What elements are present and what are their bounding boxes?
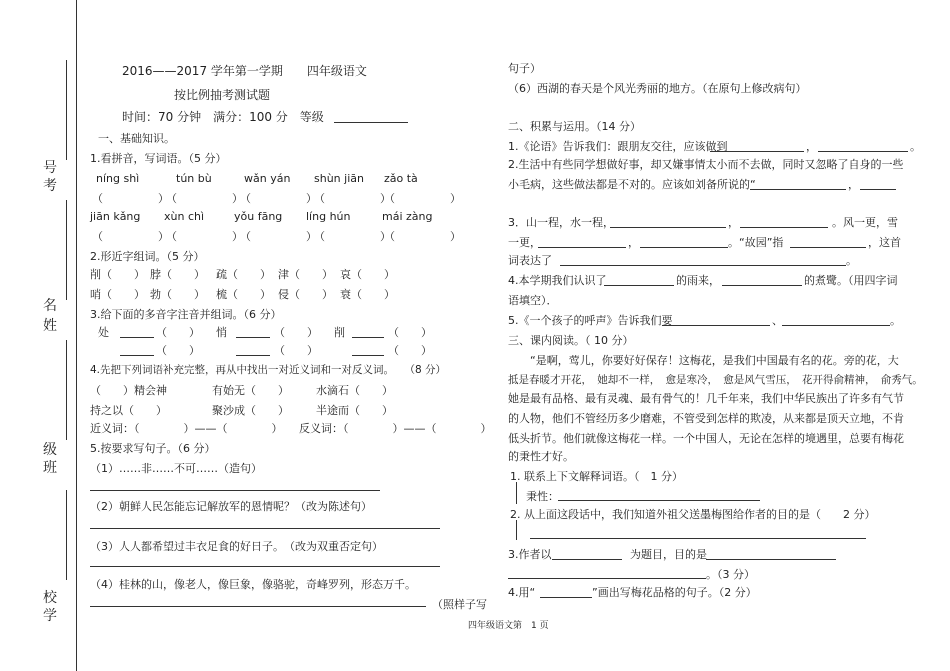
grade-blank[interactable] (334, 122, 408, 123)
comma: ， (728, 216, 739, 229)
exam-title: 2016——2017 学年第一学期 四年级语文 (122, 64, 367, 78)
binding-line (66, 200, 67, 300)
q5-1: （1）……非……不可……（造句） (90, 462, 262, 475)
q5-title: 5.按要求写句子。（6 分） (90, 442, 216, 455)
a4-b: 的雨来， (676, 274, 720, 287)
answer-blank[interactable] (604, 285, 674, 286)
comma: ， (806, 140, 817, 153)
answer-line[interactable] (90, 606, 426, 607)
answer-blank[interactable] (662, 325, 770, 326)
q4-item[interactable]: 有始无（ ） (212, 384, 289, 397)
answer-blank[interactable] (706, 559, 836, 560)
answer-line[interactable] (90, 490, 380, 491)
exam-info: 时间：70 分钟 满分：100 分 等级 (122, 110, 324, 124)
q4-item[interactable]: 半途而（ ） (316, 404, 393, 417)
q2-item[interactable]: 疏（ ） (216, 268, 271, 281)
pinyin: mái zàng (382, 210, 433, 223)
answer-blank[interactable] (120, 355, 154, 356)
answer-paren[interactable]: （ ） (156, 326, 200, 339)
answer-paren[interactable]: （ ） (156, 344, 200, 357)
passage-line: “是啊，莺儿，你要好好保存！这梅花，是我们中国最有名的花。旁的花，大 (530, 354, 899, 367)
margin-mark (516, 520, 517, 540)
a4: 4.本学期我们认识了 (508, 274, 607, 287)
a3-cont: 。风一更，雪 (832, 216, 898, 229)
q5-3: （3）人人都希望过丰衣足食的好日子。 （改为双重否定句） (90, 540, 383, 553)
b1: 1. 联系上下文解释词语。（ 1 分） (510, 470, 683, 483)
answer-line[interactable] (530, 538, 866, 539)
label-ming: 名 (43, 298, 57, 314)
exam-subtitle: 按比例抽考测试题 (174, 88, 271, 102)
q4-title: 4.先把下列词语补充完整，再从中找出一对近义词和一对反义词。 （8 分） (90, 364, 447, 376)
answer-blank[interactable] (120, 337, 154, 338)
answer-blank[interactable] (640, 247, 728, 248)
a2: 2.生活中有些同学想做好事，却又嫌事情太小而不去做，同时又忽略了自身的一些 (508, 158, 904, 171)
b1-label: 秉性： (526, 490, 559, 503)
a4-c: 的煮鹭。（用四字词 (804, 274, 898, 287)
polyphone-char: 悄 (216, 326, 227, 339)
q4-item[interactable]: 持之以（ ） (90, 404, 167, 417)
q3-title: 3.给下面的多音字注音并组词。（6 分） (90, 308, 282, 321)
answer-blank[interactable] (740, 227, 828, 228)
q2-item[interactable]: 脖（ ） (150, 268, 205, 281)
answer-blank[interactable] (610, 227, 726, 228)
polyphone-char: 处 (98, 326, 109, 339)
pinyin: shùn jiān (314, 172, 364, 185)
section-1-title: 一、基础知识。 (98, 132, 175, 145)
q5-4: （4）桂林的山，像老人，像巨象，像骆驼，奇峰罗列，形态万千。 (90, 578, 416, 591)
pinyin: yǒu fāng (234, 210, 283, 223)
q2-item[interactable]: 勃（ ） (150, 288, 205, 301)
q2-item[interactable]: 哀（ ） (340, 268, 395, 281)
answer-line[interactable] (90, 566, 440, 567)
answer-line[interactable] (90, 528, 440, 529)
page-border (76, 0, 77, 671)
pinyin: jiān kǎng (90, 210, 141, 223)
margin-mark (516, 482, 517, 504)
pinyin: xùn chì (164, 210, 205, 223)
answer-blank[interactable] (790, 247, 866, 248)
answer-bracket[interactable]: （ ） (240, 230, 317, 243)
comma: ， (628, 236, 639, 249)
label-ban: 班 (43, 460, 57, 476)
answer-blank[interactable] (750, 189, 846, 190)
passage-line: 低头折节。他们就像这梅花一样。一个中国人，无论在怎样的境遇里，总要有梅花 (508, 432, 904, 445)
q2-title: 2.形近字组词。（5 分） (90, 250, 205, 263)
q2-item[interactable]: 津（ ） (278, 268, 333, 281)
q2-item[interactable]: 梳（ ） (216, 288, 271, 301)
b3-c: 。（3 分） (706, 568, 755, 581)
q4-item[interactable]: 聚沙成（ ） (212, 404, 289, 417)
q2-item[interactable]: 衰（ ） (340, 288, 395, 301)
a3-d: 。“故园”指 (728, 236, 784, 249)
answer-blank[interactable] (540, 597, 592, 598)
section-3-title: 三、课内阅读。（ 10 分） (508, 334, 634, 347)
binding-line (66, 340, 67, 440)
answer-blank[interactable] (860, 189, 896, 190)
pinyin: wǎn yán (244, 172, 291, 185)
binding-line (66, 490, 67, 580)
answer-blank[interactable] (352, 337, 384, 338)
answer-bracket[interactable]: （ ） (384, 230, 461, 243)
answer-bracket[interactable]: （ ） (314, 230, 391, 243)
q5-4-note: （照样子写 (432, 598, 487, 611)
pinyin: líng hún (306, 210, 351, 223)
label-ji: 级 (43, 442, 57, 458)
answer-paren[interactable]: （ ） (388, 326, 432, 339)
q4-item[interactable]: （ ）精会神 (90, 384, 167, 397)
b4: 4.用“ (508, 586, 536, 599)
pinyin: tún bù (176, 172, 212, 185)
period: 。 (846, 254, 857, 267)
q5-6: （6）西湖的春天是个风光秀丽的地方。（在原句上修改病句） (508, 82, 807, 95)
label-xue: 学 (43, 608, 57, 624)
answer-bracket[interactable]: （ ） (384, 192, 461, 205)
answer-blank[interactable] (236, 355, 270, 356)
answer-bracket[interactable]: （ ） (92, 192, 169, 205)
q2-item[interactable]: 削（ ） (90, 268, 145, 281)
section-2-title: 二、积累与运用。（14 分） (508, 120, 641, 133)
answer-paren[interactable]: （ ） (274, 344, 318, 357)
passage-line: 的秉性才好。 (508, 450, 574, 463)
a4-d: 语填空）． (508, 294, 558, 307)
q4-synonym-antonym[interactable]: 近义词：（ ）——（ ） 反义词：（ ）——（ ） (90, 422, 492, 435)
answer-bracket[interactable]: （ ） (92, 230, 169, 243)
passage-line: 她是最有品格、最有灵魂、最有骨气的！几千年来，我们中华民族出了许多有气节 (508, 392, 904, 405)
passage-line: 的人物，他们不管经历多少磨难，不管受到怎样的欺凌，从来都是顶天立地，不肯 (508, 412, 904, 425)
answer-blank[interactable] (560, 265, 846, 266)
label-kao: 考 (43, 178, 57, 194)
answer-blank[interactable] (722, 285, 802, 286)
q4-item[interactable]: 水滴石（ ） (316, 384, 393, 397)
a2b: 小毛病，这些做法都是不对的。应该如刘备所说的“ (508, 178, 756, 191)
q2-item[interactable]: 侵（ ） (278, 288, 333, 301)
b3: 3.作者以 (508, 548, 552, 561)
answer-line[interactable] (558, 500, 760, 501)
binding-line (66, 60, 67, 160)
q1-title: 1.看拼音，写词语。（5 分） (90, 152, 227, 165)
passage-line: 抵是春暖才开花， 她却不一样， 愈是寒冷， 愈是风气雪压， 花开得俞精神， 俞秀气。 (508, 374, 923, 386)
answer-bracket[interactable]: （ ） (314, 192, 391, 205)
comma: 、 (772, 314, 783, 327)
b2: 2. 从上面这段话中，我们知道外祖父送墨梅图给作者的目的是（ 2 分） (510, 508, 876, 521)
b4-b: ”画出写梅花品格的句子。（2 分） (592, 586, 757, 599)
a3: 3．山一程，水一程， (508, 216, 614, 229)
answer-bracket[interactable]: （ ） (166, 192, 243, 205)
label-xing: 姓 (43, 318, 57, 334)
answer-blank[interactable] (818, 151, 908, 152)
answer-blank[interactable] (782, 325, 890, 326)
pinyin: zǎo tà (384, 172, 418, 185)
comma: ， (848, 178, 859, 191)
answer-blank[interactable] (352, 355, 384, 356)
r-continue: 句子） (508, 62, 541, 75)
q2-item[interactable]: 哨（ ） (90, 288, 145, 301)
period: 。 (910, 140, 921, 153)
a1: 1.《论语》告诉我们：跟朋友交往，应该做到 (508, 140, 728, 153)
answer-bracket[interactable]: （ ） (166, 230, 243, 243)
a3-f: 词表达了 (508, 254, 552, 267)
answer-bracket[interactable]: （ ） (240, 192, 317, 205)
answer-paren[interactable]: （ ） (274, 326, 318, 339)
answer-blank[interactable] (552, 559, 622, 560)
pinyin: níng shì (96, 172, 140, 185)
answer-blank[interactable] (236, 337, 270, 338)
answer-paren[interactable]: （ ） (388, 344, 432, 357)
polyphone-char: 削 (334, 326, 345, 339)
label-hao: 号 (43, 160, 57, 176)
b3-b: 为题目，目的是 (630, 548, 707, 561)
label-xiao: 校 (43, 590, 57, 606)
period: 。 (890, 314, 901, 327)
page-footer: 四年级语文第 1 页 (468, 621, 549, 631)
a3-e: ，这首 (868, 236, 901, 249)
q5-2: （2）朝鲜人民怎能忘记解放军的恩情呢？（改为陈述句） (90, 500, 372, 513)
answer-blank[interactable] (538, 247, 626, 248)
answer-blank[interactable] (710, 151, 804, 152)
a3-c: 一更， (508, 236, 541, 249)
a5: 5.《一个孩子的呼声》告诉我们要 (508, 314, 673, 327)
answer-blank[interactable] (508, 578, 706, 579)
